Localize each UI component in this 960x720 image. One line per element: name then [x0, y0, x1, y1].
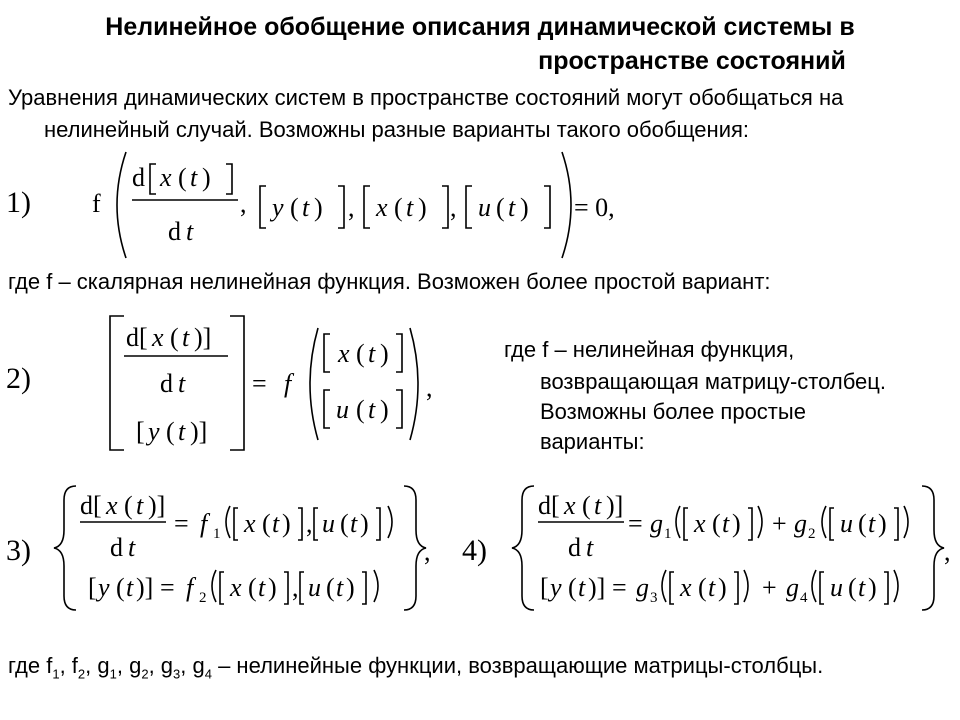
footer-text: где $f_1$, $f_2$, $g_1$, $g_2$, $g_3$, $g_4$ – нелинейные функции, возвращающие матрицы-столбцы. [8, 653, 824, 682]
svg-text:t: t [272, 509, 280, 538]
svg-text:u: u [830, 573, 843, 602]
svg-text:)]: )] [194, 323, 212, 352]
svg-text:,: , [292, 573, 299, 602]
svg-text:d: d [568, 533, 581, 562]
svg-text:f: f [200, 509, 208, 538]
svg-text:g: g [650, 509, 663, 538]
svg-text:t: t [868, 509, 876, 538]
svg-text:(: ( [394, 193, 403, 222]
svg-text:x: x [160, 163, 172, 192]
svg-text:f: f [284, 369, 292, 398]
svg-text:(: ( [326, 573, 335, 602]
svg-text:t: t [126, 573, 134, 602]
svg-text:,: , [944, 537, 951, 566]
svg-text:(: ( [166, 417, 175, 446]
svg-text:t: t [186, 217, 194, 246]
svg-text:): ) [418, 193, 427, 222]
svg-text:)]: )] [190, 417, 208, 446]
svg-text:t: t [190, 163, 198, 192]
svg-text:d: d [110, 533, 123, 562]
svg-text:d: d [168, 217, 181, 246]
svg-text:,: , [240, 189, 247, 218]
svg-text:+: + [772, 509, 787, 538]
note-line2: возвращающая матрицу-столбец. [540, 369, 886, 394]
svg-text:t: t [368, 395, 376, 424]
svg-text:=: = [252, 369, 267, 398]
svg-text:)]: )] [606, 491, 624, 520]
svg-text:(: ( [848, 573, 857, 602]
svg-text:g: g [794, 509, 807, 538]
svg-text:x: x [376, 193, 388, 222]
svg-text:y: y [98, 573, 110, 602]
svg-text:): ) [314, 193, 323, 222]
page-title-line2: пространстве состояний [538, 47, 846, 75]
svg-text:4: 4 [800, 590, 808, 606]
eq4-number: 4) [462, 534, 487, 567]
svg-text:g: g [636, 573, 649, 602]
svg-text:t: t [178, 369, 186, 398]
svg-text:x: x [564, 491, 576, 520]
svg-text:u: u [840, 509, 853, 538]
svg-text:t: t [182, 323, 190, 352]
svg-text:,: , [306, 509, 313, 538]
svg-text:[: [ [88, 573, 97, 602]
svg-text:): ) [520, 193, 529, 222]
svg-text:(: ( [712, 509, 721, 538]
svg-text:g: g [786, 573, 799, 602]
eq1-number: 1) [6, 186, 31, 219]
svg-text:=: = [174, 509, 189, 538]
note-line1: где f – нелинейная функция, [504, 337, 795, 362]
svg-text:t: t [178, 417, 186, 446]
svg-text:t: t [350, 509, 358, 538]
intro-line2: нелинейный случай. Возможны разные варианты такого обобщения: [44, 117, 750, 142]
svg-text:t: t [258, 573, 266, 602]
svg-text:t: t [722, 509, 730, 538]
svg-text:(: ( [356, 339, 365, 368]
svg-text:1: 1 [664, 526, 672, 542]
svg-text:(: ( [582, 491, 591, 520]
svg-text:,: , [424, 537, 431, 566]
svg-text:t: t [368, 339, 376, 368]
svg-text:): ) [346, 573, 355, 602]
svg-text:[: [ [136, 417, 145, 446]
note-line3: Возможны более простые [540, 399, 806, 424]
svg-text:u: u [308, 573, 321, 602]
eq2-number: 2) [6, 362, 31, 395]
svg-text:): ) [380, 395, 389, 424]
svg-text:t: t [594, 491, 602, 520]
svg-text:): ) [202, 163, 211, 192]
footer-prefix: где f [8, 653, 53, 678]
svg-text:(: ( [262, 509, 271, 538]
svg-text:=: = [160, 573, 175, 602]
svg-text:t: t [406, 193, 414, 222]
svg-text:y: y [148, 417, 160, 446]
svg-text:f: f [92, 189, 101, 218]
svg-text:,: , [348, 193, 355, 222]
svg-text:t: t [508, 193, 516, 222]
svg-text:): ) [868, 573, 877, 602]
svg-text:t: t [302, 193, 310, 222]
svg-text:2: 2 [199, 590, 207, 606]
svg-text:(: ( [170, 323, 179, 352]
svg-text:y: y [272, 193, 284, 222]
svg-text:=: = [628, 509, 643, 538]
page-title-line1: Нелинейное обобщение описания динамической системы в [105, 13, 855, 41]
svg-text:u: u [336, 395, 349, 424]
svg-text:3: 3 [650, 590, 658, 606]
svg-text:t: t [708, 573, 716, 602]
svg-text:t: t [578, 573, 586, 602]
svg-text:): ) [732, 509, 741, 538]
svg-text:d: d [132, 163, 145, 192]
svg-text:): ) [268, 573, 277, 602]
svg-text:+: + [762, 573, 777, 602]
svg-text:x: x [230, 573, 242, 602]
svg-text:(: ( [248, 573, 257, 602]
svg-text:(: ( [178, 163, 187, 192]
svg-text:(: ( [356, 395, 365, 424]
svg-text:y: y [550, 573, 562, 602]
svg-text:(: ( [290, 193, 299, 222]
svg-text:): ) [878, 509, 887, 538]
svg-text:u: u [478, 193, 491, 222]
svg-text:x: x [244, 509, 256, 538]
intro-line1: Уравнения динамических систем в пространстве состояний могут обобщаться на [8, 85, 844, 110]
svg-text:): ) [360, 509, 369, 538]
svg-text:(: ( [496, 193, 505, 222]
svg-text:,: , [450, 193, 457, 222]
svg-text:u: u [322, 509, 335, 538]
svg-text:x: x [680, 573, 692, 602]
svg-text:(: ( [340, 509, 349, 538]
svg-text:): ) [380, 339, 389, 368]
svg-text:(: ( [116, 573, 125, 602]
svg-text:x: x [106, 491, 118, 520]
svg-text:)]: )] [136, 573, 154, 602]
note-line4: варианты: [540, 429, 645, 454]
svg-text:)]: )] [148, 491, 166, 520]
svg-text:(: ( [858, 509, 867, 538]
svg-text:)]: )] [588, 573, 606, 602]
svg-text:): ) [718, 573, 727, 602]
svg-text:=: = [612, 573, 627, 602]
svg-text:= 0,: = 0, [574, 193, 615, 222]
svg-text:(: ( [568, 573, 577, 602]
svg-text:x: x [152, 323, 164, 352]
svg-text:t: t [336, 573, 344, 602]
svg-text:t: t [858, 573, 866, 602]
svg-text:x: x [694, 509, 706, 538]
svg-text:1: 1 [213, 526, 221, 542]
svg-text:(: ( [698, 573, 707, 602]
after-eq1-text: где f – скалярная нелинейная функция. Возможен более простой вариант: [8, 269, 771, 294]
svg-text:d[: d[ [80, 491, 102, 520]
svg-text:t: t [136, 491, 144, 520]
svg-text:[: [ [540, 573, 549, 602]
svg-text:d: d [160, 369, 173, 398]
svg-text:d[: d[ [538, 491, 560, 520]
svg-text:(: ( [124, 491, 133, 520]
svg-text:): ) [282, 509, 291, 538]
footer-rest: – нелинейные функции, возвращающие матрицы-столбцы. [211, 653, 824, 678]
svg-text:,: , [426, 373, 433, 402]
svg-text:d[: d[ [126, 323, 148, 352]
eq3-number: 3) [6, 534, 31, 567]
svg-text:2: 2 [808, 526, 816, 542]
svg-text:x: x [338, 339, 350, 368]
svg-text:f: f [186, 573, 194, 602]
svg-text:t: t [586, 533, 594, 562]
svg-text:t: t [128, 533, 136, 562]
